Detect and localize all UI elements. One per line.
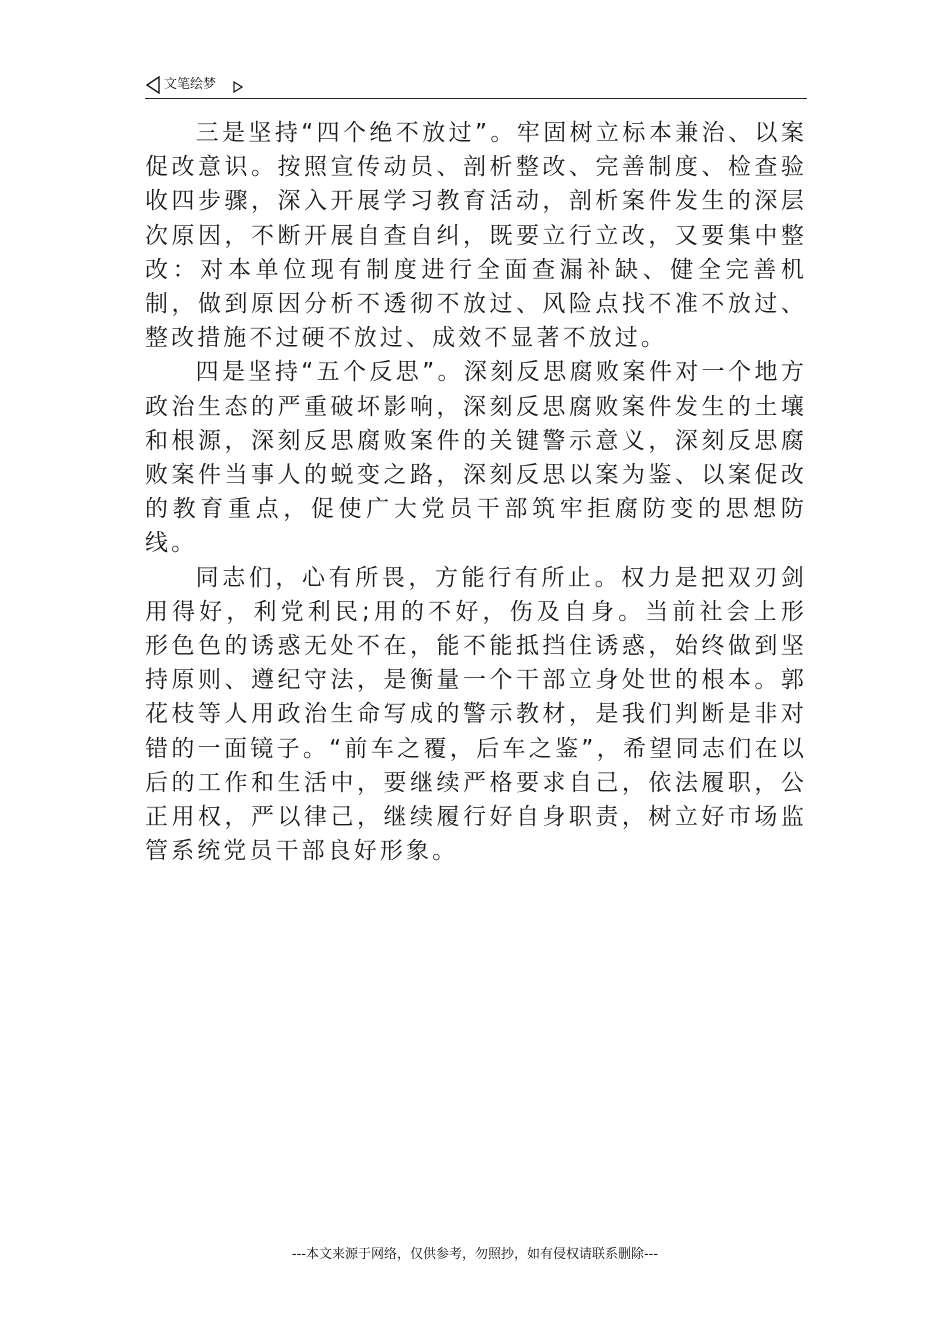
paragraph-three: 三是坚持“四个绝不放过”。牢固树立标本兼治、以案促改意识。按照宣传动员、剖析整改、完善制度、检查验收四步骤，深入开展学习教育活动，剖析案件发生的深层次原因，不断开展自查自纠，既要立行立改，又要集中整改：对本单位现有制度进行全面查漏补缺、健全完善机制，做到原因分析不透彻不放过、风险点找不准不放过、整改措施不过硬不放过、成效不显著不放过。 (145, 120, 807, 352)
page-header (145, 74, 807, 99)
triangle-left-icon (145, 76, 161, 94)
footer-disclaimer: ---本文来源于网络，仅供参考，勿照抄，如有侵权请联系删除--- (291, 1247, 659, 1262)
paragraph-closing: 同志们，心有所畏，方能行有所止。权力是把双刃剑用得好，利党利民;用的不好，伤及自身。当前社会上形形色色的诱惑无处不在，能不能抵挡住诱惑，始终做到坚持原则、遵纪守法，是衡量一个干部立身处世的根本。郭花枝等人用政治生命写成的警示教材，是我们判断是非对错的一面镜子。“前车之覆，后车之鉴”，希望同志们在以后的工作和生活中，要继续严格要求自己，依法履职，公正用权，严以律己，继续履行好自身职责，树立好市场监管系统党员干部良好形象。 (145, 564, 807, 865)
paragraph-four: 四是坚持“五个反思”。深刻反思腐败案件对一个地方政治生态的严重破坏影响，深刻反思腐败案件发生的土壤和根源，深刻反思腐败案件的关键警示意义，深刻反思腐败案件当事人的蜕变之路，深刻反思以案为鉴、以案促改的教育重点，促使广大党员干部筑牢拒腐防变的思想防线。 (145, 359, 807, 557)
triangle-right-icon (233, 78, 243, 90)
header-title: 文笔绘梦 (164, 77, 217, 92)
document-body (145, 116, 807, 868)
